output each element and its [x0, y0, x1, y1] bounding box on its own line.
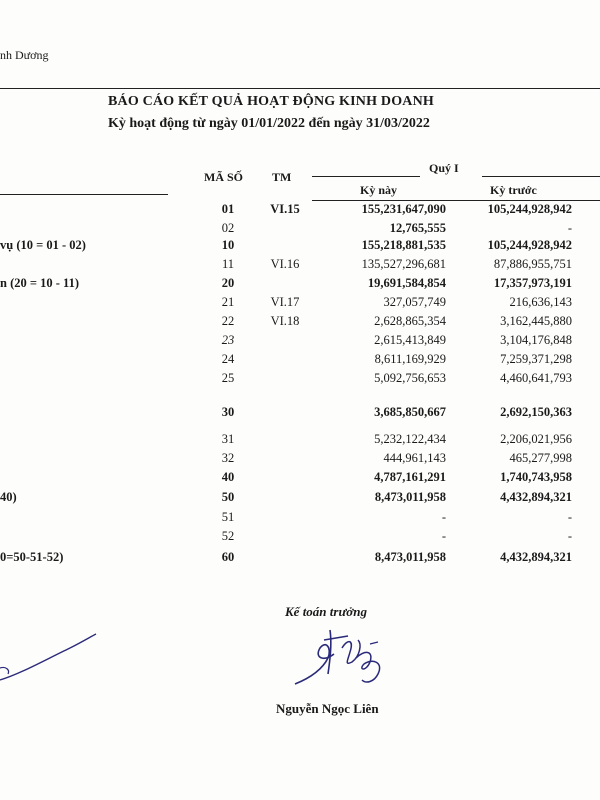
row-code: 31 [221, 432, 235, 446]
row-code: 10 [221, 238, 235, 252]
row-previous-value: 105,244,928,942 [487, 202, 572, 216]
report-subtitle: Kỳ hoạt động từ ngày 01/01/2022 đến ngày 31/03/2022 [108, 116, 430, 131]
row-previous-value: 7,259,371,298 [500, 352, 572, 366]
row-previous-value: 87,886,955,751 [493, 257, 572, 271]
chief-accountant-signature-icon [290, 618, 400, 700]
quarter-divider-left [312, 176, 420, 177]
row-code: 60 [221, 550, 235, 564]
row-previous-value: 2,692,150,363 [500, 405, 572, 419]
row-current-value: 8,473,011,958 [374, 490, 446, 504]
row-previous-value: 4,432,894,321 [500, 550, 572, 564]
row-current-value: 2,628,865,354 [374, 314, 446, 328]
column-header-note: TM [272, 170, 292, 184]
row-code: 50 [221, 490, 235, 504]
column-header-current: Kỳ này [360, 183, 398, 197]
row-previous-value: - [567, 510, 572, 524]
row-code: 02 [221, 221, 235, 235]
quarter-divider-right [482, 176, 600, 177]
column-header-quarter: Quý I [429, 161, 459, 175]
row-note: VI.15 [270, 202, 300, 216]
row-current-value: 155,231,647,090 [361, 202, 446, 216]
row-current-value: 327,057,749 [383, 295, 446, 309]
row-previous-value: - [567, 221, 572, 235]
row-code: 32 [221, 451, 235, 465]
row-current-value: 4,787,161,291 [374, 470, 446, 484]
row-previous-value: 4,460,641,793 [500, 371, 572, 385]
top-divider [0, 88, 600, 89]
data-header-divider [312, 200, 600, 201]
row-code: 23 [221, 333, 235, 347]
row-label: 0=50-51-52) [0, 550, 64, 564]
signature-title: Kế toán trưởng [285, 604, 367, 619]
row-previous-value: - [567, 529, 572, 543]
column-header-code: MÃ SỐ [204, 170, 243, 184]
row-current-value: - [441, 529, 446, 543]
row-code: 11 [221, 257, 235, 271]
row-previous-value: 17,357,973,191 [493, 276, 572, 290]
row-previous-value: 1,740,743,958 [500, 470, 572, 484]
row-current-value: 155,218,881,535 [361, 238, 446, 252]
row-current-value: 19,691,584,854 [367, 276, 446, 290]
row-current-value: 135,527,296,681 [361, 257, 446, 271]
row-current-value: - [441, 510, 446, 524]
row-current-value: 3,685,850,667 [374, 405, 446, 419]
header-location: nh Dương [0, 48, 49, 62]
header-divider-left [0, 194, 168, 195]
row-code: 24 [221, 352, 235, 366]
row-current-value: 8,473,011,958 [374, 550, 446, 564]
row-previous-value: 465,277,998 [509, 451, 572, 465]
row-label: vụ (10 = 01 - 02) [0, 238, 86, 252]
row-previous-value: 2,206,021,956 [500, 432, 572, 446]
row-code: 30 [221, 405, 235, 419]
row-previous-value: 3,162,445,880 [500, 314, 572, 328]
row-label: n (20 = 10 - 11) [0, 276, 79, 290]
row-previous-value: 4,432,894,321 [500, 490, 572, 504]
row-note: VI.17 [270, 295, 300, 309]
row-note: VI.16 [270, 257, 300, 271]
row-current-value: 8,611,169,929 [374, 352, 446, 366]
row-code: 01 [221, 202, 235, 216]
director-signature-icon [0, 630, 100, 686]
row-previous-value: 3,104,176,848 [500, 333, 572, 347]
column-header-previous: Kỳ trước [490, 183, 537, 197]
report-title: BÁO CÁO KẾT QUẢ HOẠT ĐỘNG KINH DOANH [108, 94, 434, 109]
row-previous-value: 105,244,928,942 [487, 238, 572, 252]
row-current-value: 5,232,122,434 [374, 432, 446, 446]
row-current-value: 2,615,413,849 [374, 333, 446, 347]
row-code: 21 [221, 295, 235, 309]
row-code: 40 [221, 470, 235, 484]
row-current-value: 444,961,143 [383, 451, 446, 465]
row-code: 20 [221, 276, 235, 290]
row-code: 25 [221, 371, 235, 385]
row-code: 22 [221, 314, 235, 328]
signature-name: Nguyễn Ngọc Liên [276, 701, 379, 716]
row-current-value: 12,765,555 [389, 221, 446, 235]
row-label: 40) [0, 490, 17, 504]
row-current-value: 5,092,756,653 [374, 371, 446, 385]
row-code: 51 [221, 510, 235, 524]
row-code: 52 [221, 529, 235, 543]
row-previous-value: 216,636,143 [509, 295, 572, 309]
row-note: VI.18 [270, 314, 300, 328]
